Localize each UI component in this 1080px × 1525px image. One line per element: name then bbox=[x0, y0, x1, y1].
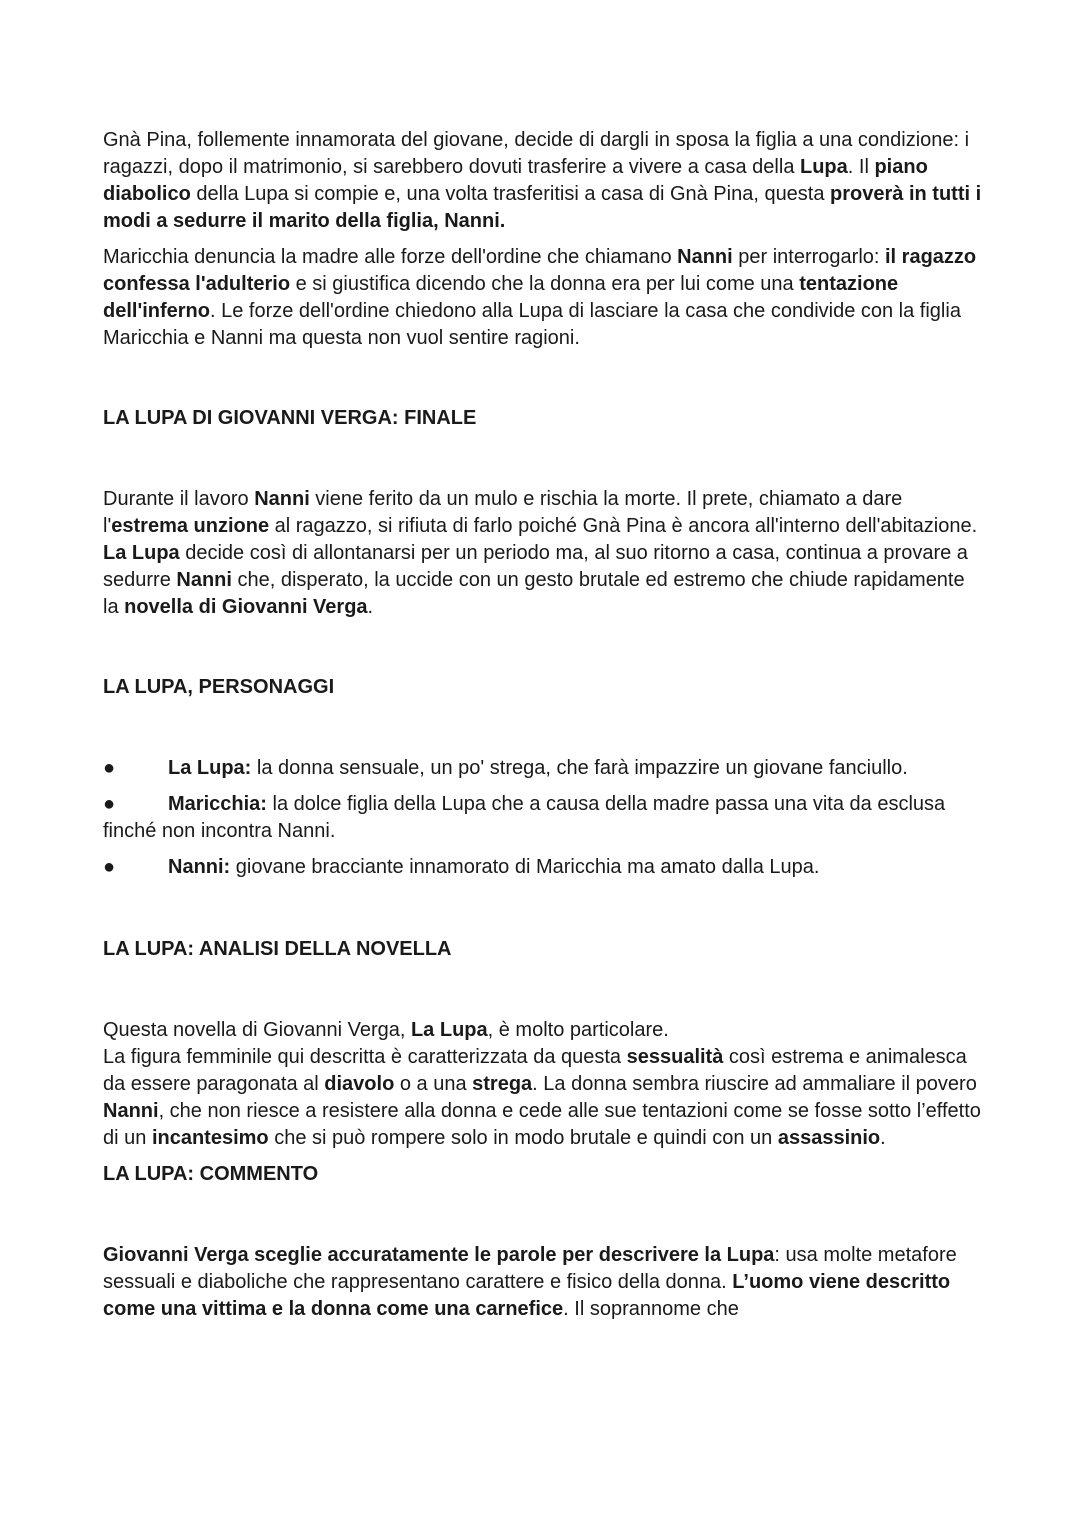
bold-text-run: La Lupa bbox=[410, 1019, 488, 1041]
bold-text-run: estrema unzione bbox=[111, 515, 270, 537]
paragraph-finale bbox=[103, 486, 983, 621]
text-run: decide così di allontanarsi per un periodo ma, al suo ritorno a casa, continua a provare a sedurre bbox=[103, 542, 968, 591]
bold-text-run: diavolo bbox=[324, 1073, 395, 1095]
text-run: che si può rompere solo in modo brutale e quindi con un bbox=[268, 1127, 778, 1149]
text-run: così estrema e animalesca da essere paragonata al bbox=[103, 1046, 967, 1095]
bold-text-run: La Lupa bbox=[103, 542, 180, 564]
bold-text-run: Nanni bbox=[254, 488, 310, 510]
bold-text-run: strega bbox=[472, 1073, 533, 1095]
heading-finale: LA LUPA DI GIOVANNI VERGA: FINALE bbox=[103, 407, 477, 429]
text-run: della Lupa si compie e, una volta trasferitisi a casa di Gnà Pina, questa bbox=[190, 183, 831, 205]
bold-text-run: piano diabolico bbox=[103, 156, 928, 205]
character-name: Maricchia: bbox=[168, 793, 267, 815]
text-run: . Il bbox=[847, 156, 875, 178]
bullet: ● bbox=[103, 757, 116, 779]
bold-text-run: il ragazzo confessa l'adulterio bbox=[103, 246, 977, 295]
character-name: La Lupa: bbox=[168, 757, 252, 779]
bullet: ● bbox=[103, 793, 116, 815]
character-description: giovane bracciante innamorato di Maricchia ma amato dalla Lupa. bbox=[230, 856, 820, 878]
bold-text-run: novella di Giovanni Verga bbox=[124, 596, 368, 618]
text-run: . bbox=[367, 596, 374, 618]
personaggi-list bbox=[103, 755, 983, 881]
text-run: . Il soprannome che bbox=[563, 1298, 739, 1320]
paragraph-marriage bbox=[103, 127, 983, 235]
text-run: e si giustifica dicendo che la donna era per lui come una bbox=[290, 273, 800, 295]
text-run: o a una bbox=[394, 1073, 473, 1095]
paragraph-analisi-intro bbox=[103, 1017, 983, 1044]
paragraph-denuncia bbox=[103, 244, 983, 352]
paragraph-analisi bbox=[103, 1044, 983, 1152]
text-run: . Le forze dell'ordine chiedono alla Lupa di lasciare la casa che condivide con la figlia Maricchia e Nanni ma questa non vuol sentire ragioni. bbox=[103, 300, 961, 349]
heading-analisi: LA LUPA: ANALISI DELLA NOVELLA bbox=[103, 938, 452, 960]
bold-text-run: proverà in tutti i modi a sedurre il marito della figlia, Nanni. bbox=[103, 183, 982, 232]
bold-text-run: Nanni bbox=[677, 246, 733, 268]
text-run: viene ferito da un mulo e rischia la morte. Il prete, chiamato a dare l' bbox=[103, 488, 903, 537]
text-run: , che non riesce a resistere alla donna e cede alle sue tentazioni come se fosse sotto l’effetto di un bbox=[103, 1100, 981, 1149]
list-item bbox=[103, 791, 983, 845]
heading-commento: LA LUPA: COMMENTO bbox=[103, 1163, 319, 1185]
text-run: . La donna sembra riuscire ad ammaliare il povero bbox=[532, 1073, 977, 1095]
text-run: Maricchia denuncia la madre alle forze dell'ordine che chiamano bbox=[103, 246, 678, 268]
bold-text-run: Lupa bbox=[800, 156, 848, 178]
list-item bbox=[103, 854, 983, 881]
list-item bbox=[103, 755, 983, 782]
paragraph-commento bbox=[103, 1242, 983, 1323]
text-run: Durante il lavoro bbox=[103, 488, 255, 510]
text-run: . bbox=[880, 1127, 886, 1149]
bold-text-run: sessualità bbox=[626, 1046, 724, 1068]
bold-text-run: assassinio bbox=[777, 1127, 881, 1149]
character-description: la dolce figlia della Lupa che a causa della madre passa una vita da esclusa finché non incontra Nanni. bbox=[103, 793, 946, 842]
bullet: ● bbox=[103, 856, 116, 878]
text-run: che, disperato, la uccide con un gesto brutale ed estremo che chiude rapidamente la bbox=[103, 569, 965, 618]
heading-personaggi: LA LUPA, PERSONAGGI bbox=[103, 676, 335, 698]
text-run: : usa molte metafore sessuali e diaboliche che rappresentano carattere e fisico della donna. bbox=[103, 1244, 957, 1293]
bold-text-run: incantesimo bbox=[151, 1127, 269, 1149]
bold-text-run: Nanni bbox=[103, 1100, 159, 1122]
bold-text-run: tentazione dell'inferno bbox=[103, 273, 899, 322]
character-description: la donna sensuale, un po' strega, che farà impazzire un giovane fanciullo. bbox=[251, 757, 908, 779]
text-run: al ragazzo, si rifiuta di farlo poiché Gnà Pina è ancora all'interno dell'abitazione. bbox=[269, 515, 978, 537]
character-name: Nanni: bbox=[168, 856, 231, 878]
bold-text-run: Nanni bbox=[176, 569, 232, 591]
bold-text-run: L’uomo viene descritto come una vittima e la donna come una carnefice bbox=[103, 1271, 951, 1320]
text-run: La figura femminile qui descritta è caratterizzata da questa bbox=[103, 1046, 627, 1068]
document-page bbox=[103, 127, 983, 1332]
text-run: , è molto particolare. bbox=[487, 1019, 669, 1041]
text-run: Questa novella di Giovanni Verga, bbox=[103, 1019, 411, 1041]
text-run: per interrogarlo: bbox=[732, 246, 885, 268]
text-run: Gnà Pina, follemente innamorata del giovane, decide di dargli in sposa la figlia a una condizione: i ragazzi, dopo il matrimonio, si sarebbero dovuti trasferire a vivere a casa della bbox=[103, 129, 970, 178]
bold-text-run: Giovanni Verga sceglie accuratamente le parole per descrivere la Lupa bbox=[103, 1244, 775, 1266]
